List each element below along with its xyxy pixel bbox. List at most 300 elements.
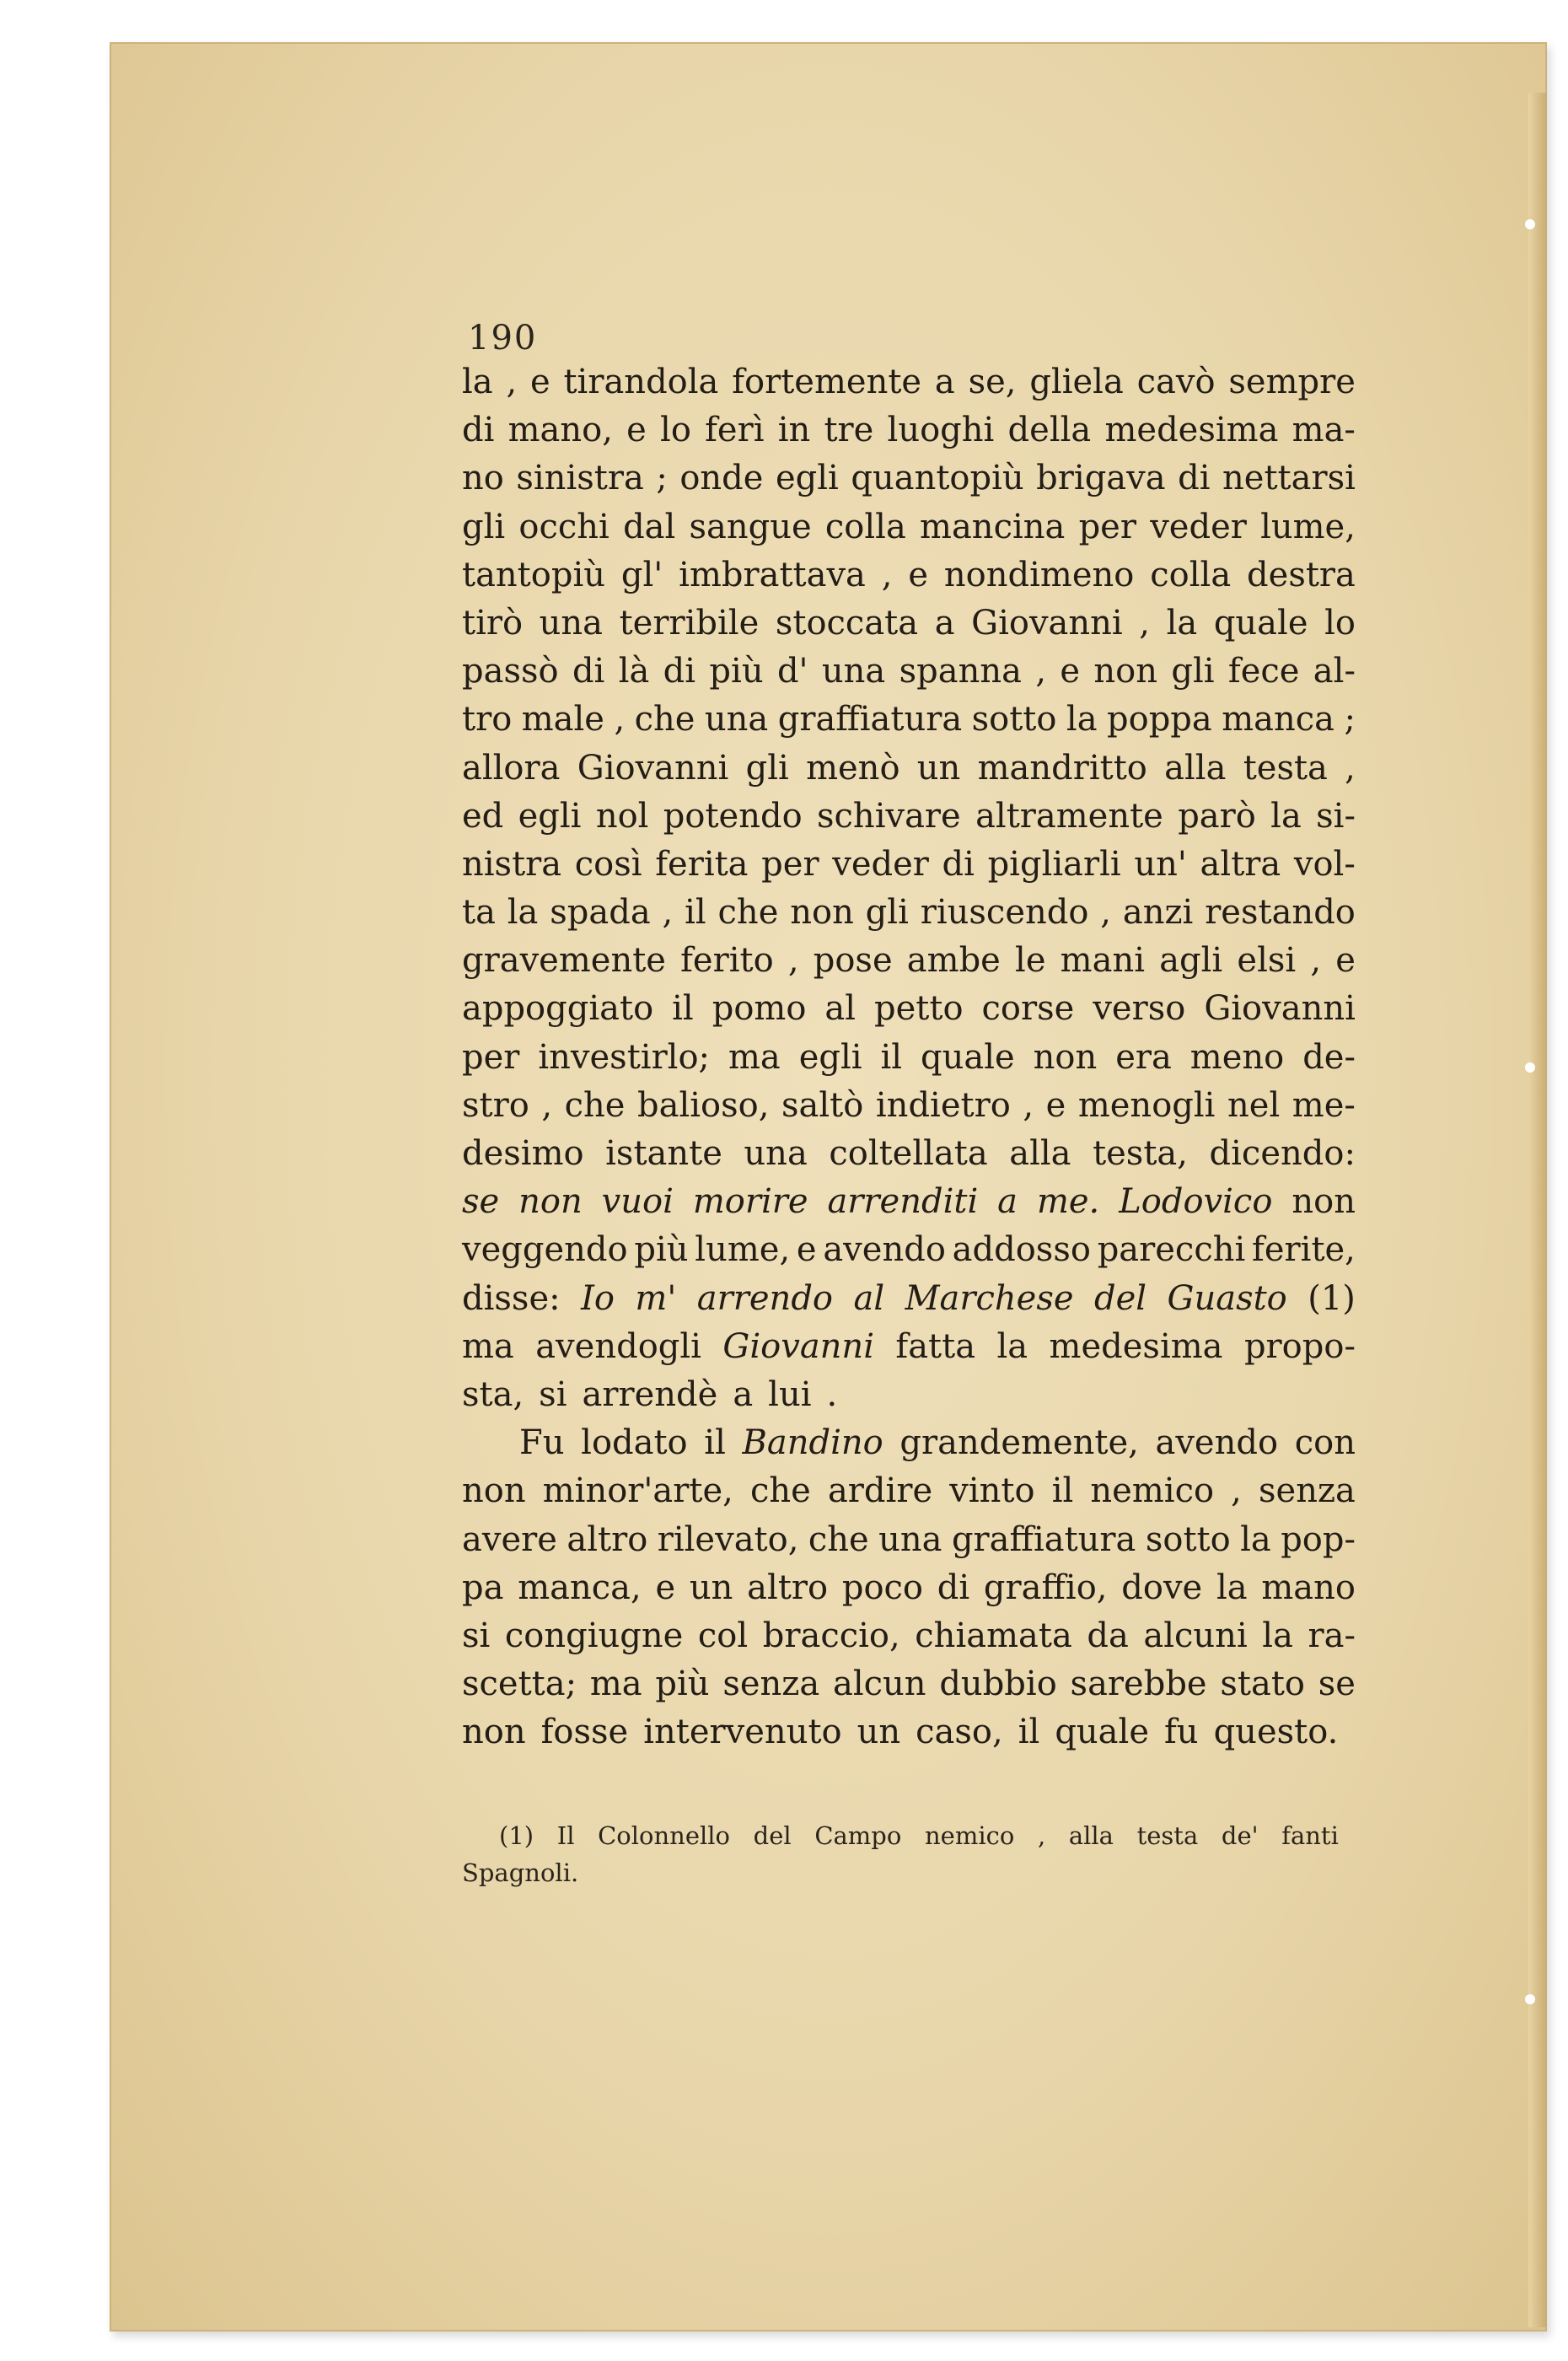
word: gravemente (462, 941, 666, 981)
word: per (462, 1037, 520, 1077)
text-line (462, 1467, 1356, 1515)
word: non (1033, 1037, 1098, 1077)
word: Campo (814, 1821, 902, 1850)
text-line (462, 1419, 1356, 1467)
word: nemico (924, 1821, 1015, 1850)
text-line (462, 1034, 1356, 1082)
text-line (462, 551, 1356, 600)
word: non (462, 1471, 526, 1511)
word: colla (824, 507, 906, 546)
word: lo (660, 411, 691, 450)
word: e (1335, 941, 1356, 981)
word: menò (806, 748, 900, 788)
word: dubbio (939, 1665, 1057, 1704)
word: ta (462, 893, 496, 933)
word: , (1231, 1471, 1242, 1511)
word: me- (1291, 1085, 1356, 1125)
word: gli (865, 893, 909, 933)
word: Giovanni (722, 1326, 874, 1366)
word: onde (679, 459, 764, 498)
word: istante (605, 1134, 722, 1173)
word: m' (635, 1278, 677, 1318)
word: alla (1164, 748, 1227, 788)
word: . (570, 1858, 579, 1887)
word: de' (1221, 1821, 1259, 1850)
word: , (1100, 893, 1112, 933)
word: coltellata (829, 1134, 988, 1173)
word: di (572, 652, 605, 691)
word: alla (1068, 1821, 1114, 1850)
word: fece (1227, 652, 1300, 691)
word: lo (1324, 603, 1356, 643)
word: sotto (971, 700, 1057, 739)
word: di (942, 844, 975, 884)
text-line (462, 696, 1356, 744)
word: balioso, (637, 1085, 770, 1125)
text-line (462, 600, 1356, 648)
word: la (996, 1326, 1028, 1366)
word: e (626, 411, 647, 450)
word: , (787, 941, 799, 981)
word: , (1139, 603, 1151, 643)
word: , (614, 700, 626, 739)
word: spanna (899, 652, 1022, 691)
word: a (934, 363, 955, 401)
word: la (1270, 796, 1302, 836)
word: stoccata (775, 603, 919, 643)
word: anzi (1122, 893, 1194, 933)
word: fatta (895, 1326, 976, 1366)
word: questo. (1213, 1713, 1339, 1752)
word: pigliarli (987, 844, 1121, 884)
word: il (1051, 1471, 1074, 1511)
word: imbrattava (679, 555, 866, 594)
text-line (462, 937, 1356, 985)
word: che (717, 893, 779, 933)
word: destra (1247, 555, 1356, 594)
word: così (574, 844, 642, 884)
text-line (462, 793, 1356, 841)
word: non (1093, 652, 1157, 691)
word: a (934, 603, 955, 643)
word: fortemente (732, 363, 922, 401)
binding-hole (1525, 1062, 1535, 1073)
word: se (462, 1182, 500, 1222)
word: meno (1189, 1037, 1285, 1077)
word: altra (1200, 844, 1281, 884)
word: testa, (1093, 1134, 1188, 1173)
word: la (507, 893, 539, 933)
word: testa (1136, 1821, 1199, 1850)
word: nondimeno (943, 555, 1135, 594)
word: tre (824, 411, 874, 450)
word: , (1345, 748, 1356, 788)
word: di (937, 1568, 970, 1607)
word: saltò (781, 1085, 864, 1125)
word: e (1060, 652, 1081, 691)
word: ferita (655, 844, 749, 884)
word: quale (1055, 1713, 1149, 1752)
word: e (1045, 1085, 1066, 1125)
word: manca, (518, 1568, 642, 1607)
word: senza (1259, 1471, 1356, 1511)
word: si- (1316, 796, 1356, 836)
word: medesima (1104, 411, 1279, 450)
word: braccio, (762, 1616, 900, 1655)
text-line (462, 1323, 1356, 1371)
word: gli (745, 748, 789, 788)
word: del (753, 1821, 792, 1850)
word: un (856, 1713, 901, 1752)
word: passò (462, 652, 559, 691)
word: egli (518, 796, 582, 836)
word: morire (692, 1182, 808, 1222)
word: tirandola (563, 363, 719, 401)
word: che (808, 1519, 869, 1559)
word: caso, (916, 1713, 1003, 1752)
word: restando (1205, 893, 1356, 933)
word: fanti (1281, 1821, 1339, 1850)
word: sta, (462, 1374, 524, 1414)
word: rilevato, (657, 1519, 799, 1559)
word: nel (1227, 1085, 1281, 1125)
word: ambe (906, 941, 1001, 981)
word: altramente (975, 796, 1163, 836)
word: pomo (712, 989, 807, 1029)
word: di (1178, 459, 1211, 498)
word: là (618, 652, 650, 691)
word: colla (1150, 555, 1232, 594)
text-line (462, 648, 1356, 696)
word: luoghi (887, 411, 995, 450)
page-number: 190 (468, 319, 538, 358)
page-edge (1528, 93, 1547, 2327)
word: Guasto (1167, 1278, 1287, 1318)
word: sarebbe (1070, 1665, 1207, 1704)
word: altro (567, 1519, 648, 1559)
word: Marchese (905, 1278, 1074, 1318)
word: alcuni (1143, 1616, 1248, 1655)
word: sinistra (516, 459, 644, 498)
word: avendo (1155, 1423, 1279, 1463)
word: veder (1150, 507, 1247, 546)
word: corse (981, 989, 1075, 1029)
binding-hole (1525, 219, 1535, 229)
word: e (655, 1568, 676, 1607)
word: graffiatura (951, 1519, 1136, 1559)
footnote (462, 1817, 1339, 1891)
word: graffiatura (777, 700, 963, 739)
word: sangue (689, 507, 812, 546)
word: e (908, 555, 929, 594)
word: graffio, (983, 1568, 1108, 1607)
word: menogli (1077, 1085, 1216, 1125)
word: lume, (695, 1230, 791, 1270)
text-line (462, 1708, 1356, 1756)
word: col (697, 1616, 749, 1655)
word: non (1291, 1182, 1356, 1222)
word: della (1007, 411, 1092, 450)
word: quale (921, 1037, 1015, 1077)
word: di (462, 411, 495, 450)
word: non (790, 893, 854, 933)
text-line (462, 454, 1356, 503)
text-line (462, 1178, 1356, 1226)
word: una (539, 603, 604, 643)
word: . (826, 1374, 838, 1414)
word: avere (462, 1519, 557, 1559)
word: sempre (1228, 363, 1356, 401)
word: la (1240, 1519, 1271, 1559)
word: occhi (518, 507, 609, 546)
word: più (634, 1230, 689, 1270)
word: verso (1093, 989, 1186, 1029)
word: congiugne (504, 1616, 684, 1655)
word: elsi (1237, 941, 1297, 981)
text-line (462, 1516, 1356, 1564)
word: disse: (462, 1278, 561, 1318)
word: ardire (827, 1471, 933, 1511)
word: Giovanni (1204, 989, 1356, 1029)
word: altro (747, 1568, 829, 1607)
word: appoggiato (462, 989, 654, 1029)
word: lume, (1260, 507, 1356, 546)
text-line (462, 1371, 1356, 1419)
word: parò (1178, 796, 1256, 836)
word: vuoi (601, 1182, 674, 1222)
word: mano, (507, 411, 613, 450)
word: poppa (1107, 700, 1212, 739)
word: dal (623, 507, 676, 546)
word: al (853, 1278, 885, 1318)
word: terribile (619, 603, 760, 643)
word: Giovanni (577, 748, 729, 788)
footnote-line (462, 1817, 1339, 1854)
word: un' (1134, 844, 1187, 884)
word: , (881, 555, 893, 594)
word: allora (462, 748, 561, 788)
word: dicendo: (1209, 1134, 1356, 1173)
word: ; (656, 459, 668, 498)
word: petto (874, 989, 964, 1029)
word: un (916, 748, 961, 788)
word: vol- (1293, 844, 1356, 884)
word: in (777, 411, 811, 450)
word: minor'arte, (542, 1471, 733, 1511)
word: testa (1243, 748, 1328, 788)
text-line (462, 1660, 1356, 1708)
word: veggendo (462, 1230, 628, 1270)
word: cavò (1136, 363, 1216, 401)
word: a (733, 1374, 754, 1414)
word: a (997, 1182, 1018, 1222)
binding-hole (1525, 1994, 1535, 2004)
word: de- (1302, 1037, 1356, 1077)
word: investirlo; (538, 1037, 711, 1077)
word: lodato (581, 1423, 688, 1463)
word: , (506, 363, 518, 401)
footnote-line (462, 1854, 1339, 1891)
word: pose (813, 941, 893, 981)
word: nistra (462, 844, 562, 884)
word: il (704, 1423, 726, 1463)
word: sotto (1145, 1519, 1231, 1559)
word: dove (1121, 1568, 1203, 1607)
word: ferite, (1252, 1230, 1356, 1270)
word: scetta; (462, 1665, 577, 1704)
word: gli (462, 507, 506, 546)
word: il (880, 1037, 903, 1077)
word: si (539, 1374, 567, 1414)
word: (1) (1308, 1278, 1356, 1318)
word: Fu (519, 1423, 565, 1463)
word: mani (1060, 941, 1146, 981)
word: tirò (462, 603, 524, 643)
word: per (1078, 507, 1136, 546)
word: arrendè (582, 1374, 718, 1414)
word: arrenditi (827, 1182, 979, 1222)
word: alcun (832, 1665, 926, 1704)
word: (1) (499, 1821, 534, 1850)
word: la (1066, 700, 1098, 739)
word: d' (776, 652, 808, 691)
word: senza (722, 1665, 820, 1704)
word: Spagnoli (462, 1858, 571, 1887)
word: ma (589, 1665, 642, 1704)
text-line (462, 889, 1356, 937)
word: avendogli (535, 1326, 701, 1366)
word: che (564, 1085, 626, 1125)
word: stato (1220, 1665, 1305, 1704)
word: addosso (952, 1230, 1091, 1270)
word: agli (1159, 941, 1223, 981)
word: ; (1344, 700, 1356, 739)
word: una (704, 700, 769, 739)
word: nettarsi (1222, 459, 1356, 498)
word: ed (462, 796, 504, 836)
word: un (689, 1568, 733, 1607)
word: egli (798, 1037, 862, 1077)
text-line (462, 406, 1356, 454)
word: le (1015, 941, 1046, 981)
word: gl' (620, 555, 663, 594)
word: ma (728, 1037, 781, 1077)
word: , (1035, 652, 1047, 691)
word: nemico (1090, 1471, 1215, 1511)
word: brigava (1036, 459, 1166, 498)
word: Io (581, 1278, 615, 1318)
word: che (749, 1471, 811, 1511)
word: si (462, 1616, 491, 1655)
word: non (462, 1713, 526, 1752)
word: , (1310, 941, 1322, 981)
word: alla (1009, 1134, 1071, 1173)
word: una (821, 652, 886, 691)
word: grandemente, (899, 1423, 1139, 1463)
word: , (1023, 1085, 1034, 1125)
word: mancina (920, 507, 1066, 546)
word: ferito (680, 941, 774, 981)
text-line (462, 358, 1356, 406)
word: e (529, 363, 550, 401)
word: ma (462, 1326, 514, 1366)
word: no (462, 459, 504, 498)
word: da (1087, 1616, 1129, 1655)
word: Giovanni (971, 603, 1123, 643)
word: medesima (1049, 1326, 1223, 1366)
text-line (462, 1564, 1356, 1612)
word: era (1115, 1037, 1172, 1077)
word: più (655, 1665, 710, 1704)
word: la (1216, 1568, 1248, 1607)
word: tantopiù (462, 555, 605, 594)
word: con (1294, 1423, 1356, 1463)
text-line (462, 503, 1356, 551)
word: Colonnello (598, 1821, 731, 1850)
word: ra- (1308, 1616, 1356, 1655)
word: propo- (1243, 1326, 1356, 1366)
word: del (1093, 1278, 1147, 1318)
word: fu (1164, 1713, 1199, 1752)
word: desimo (462, 1134, 584, 1173)
word: potendo (663, 796, 803, 836)
word: avendo (823, 1230, 946, 1270)
word: chiamata (915, 1616, 1072, 1655)
word: poco (841, 1568, 924, 1607)
word: al- (1313, 652, 1356, 691)
text-line (462, 1612, 1356, 1660)
word: mandritto (977, 748, 1147, 788)
body-text (462, 358, 1356, 1756)
word: veder (832, 844, 929, 884)
word: il (672, 989, 694, 1029)
word: indietro (875, 1085, 1011, 1125)
word: , (541, 1085, 553, 1125)
word: una (744, 1134, 808, 1173)
word: non (518, 1182, 583, 1222)
word: fosse (540, 1713, 629, 1752)
word: ma- (1291, 411, 1356, 450)
word: lui (768, 1374, 812, 1414)
word: una (878, 1519, 942, 1559)
word: al (824, 989, 856, 1029)
text-line (462, 1275, 1356, 1323)
word: e (796, 1230, 817, 1270)
word: riuscendo (920, 893, 1089, 933)
word: schivare (817, 796, 961, 836)
word: nol (595, 796, 649, 836)
text-line (462, 841, 1356, 889)
word: Bandino (742, 1423, 883, 1463)
word: pop- (1281, 1519, 1356, 1559)
word: vinto (949, 1471, 1035, 1511)
word: tro (462, 700, 513, 739)
word: se (1318, 1665, 1356, 1704)
word: pa (462, 1568, 504, 1607)
text-line (462, 1082, 1356, 1130)
word: se, (968, 363, 1017, 401)
word: Lodovico (1119, 1182, 1273, 1222)
word: più (709, 652, 764, 691)
word: parecchi (1097, 1230, 1246, 1270)
word: male (521, 700, 604, 739)
text-line (462, 1226, 1356, 1274)
word: manca (1222, 700, 1335, 739)
word: il (685, 893, 706, 933)
word: quantopiù (851, 459, 1024, 498)
text-line (462, 745, 1356, 793)
word: il (1018, 1713, 1040, 1752)
